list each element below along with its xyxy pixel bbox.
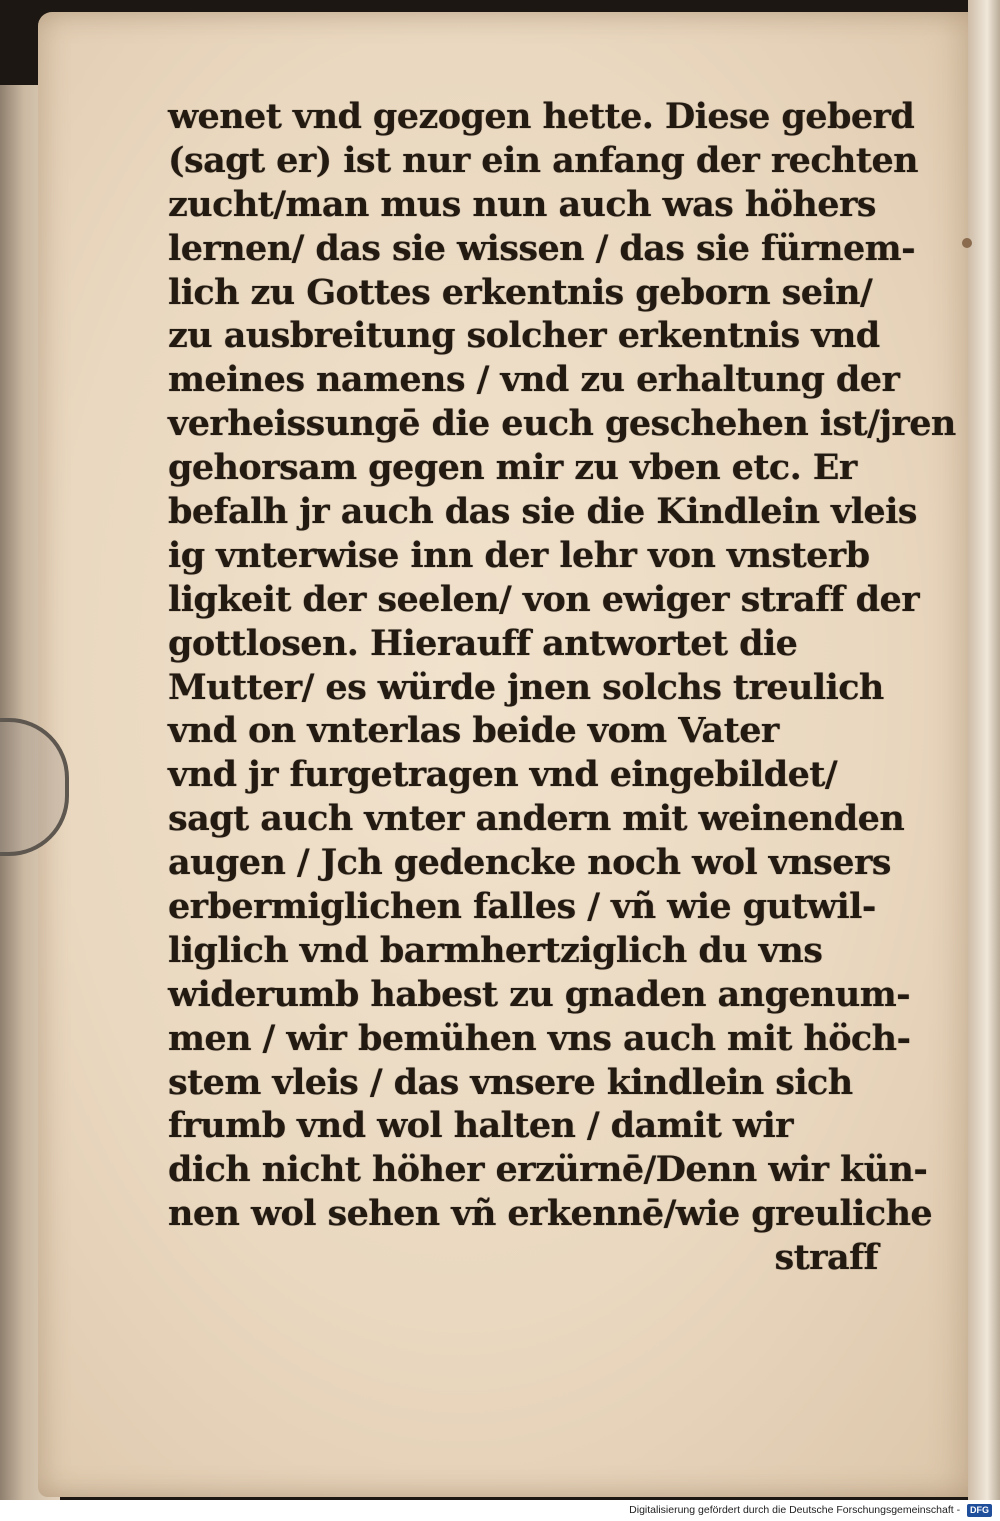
- text-line: dich nicht höher erzürnē/Denn wir kün-: [168, 1149, 928, 1191]
- text-line: widerumb habest zu gnaden angenum-: [168, 973, 911, 1015]
- blackletter-text-block: [168, 95, 956, 1280]
- text-line: lernen/ das sie wissen / das sie fürnem-: [168, 227, 916, 269]
- text-line: ligkeit der seelen/ von ewiger straff der: [168, 578, 920, 620]
- text-line: befalh jr auch das sie die Kindlein vleis: [168, 491, 917, 533]
- text-line: vnd on vnterlas beide vom Vater: [168, 710, 779, 752]
- text-line: erbermiglichen falles / vñ wie gutwil-: [168, 886, 876, 928]
- text-line: zu ausbreitung solcher erkentnis vnd: [168, 315, 880, 357]
- text-line: lich zu Gottes erkentnis geborn sein/: [168, 271, 873, 313]
- text-line: augen / Jch gedencke noch wol vnsers: [168, 842, 891, 884]
- text-line: vnd jr furgetragen vnd eingebildet/: [168, 754, 838, 796]
- text-line: (sagt er) ist nur ein anfang der rechten: [168, 139, 918, 181]
- text-line: liglich vnd barmhertziglich du vns: [168, 929, 823, 971]
- catchword: straff: [774, 1237, 878, 1279]
- text-line: sagt auch vnter andern mit weinenden: [168, 798, 905, 840]
- funding-notice: Digitalisierung gefördert durch die Deutsche Forschungsgemeinschaft -: [629, 1504, 961, 1516]
- text-line: meines namens / vnd zu erhaltung der: [168, 359, 900, 401]
- text-line: frumb vnd wol halten / damit wir: [168, 1105, 793, 1147]
- text-line: zucht/man mus nun auch was höhers: [168, 183, 876, 225]
- text-line: wenet vnd gezogen hette. Diese geberd: [168, 96, 915, 137]
- dfg-logo: DFG: [967, 1504, 992, 1517]
- text-line: men / wir bemühen vns auch mit höch-: [168, 1017, 911, 1059]
- text-line: ig vnterwise inn der lehr von vnsterb: [168, 534, 870, 576]
- text-line: nen wol sehen vñ erkennē/wie greuliche: [168, 1193, 933, 1235]
- right-page-edges: [968, 0, 1000, 1500]
- text-line: verheissungē die euch geschehen ist/jren: [168, 403, 956, 445]
- text-line: gottlosen. Hierauff antwortet die: [168, 622, 798, 664]
- digitization-footer: [0, 1500, 1000, 1521]
- text-line: stem vleis / das vnsere kindlein sich: [168, 1061, 853, 1103]
- text-line: Mutter/ es würde jnen solchs treulich: [168, 666, 884, 708]
- text-line: gehorsam gegen mir zu vben etc. Er: [168, 447, 857, 489]
- paper-stain: [962, 238, 972, 248]
